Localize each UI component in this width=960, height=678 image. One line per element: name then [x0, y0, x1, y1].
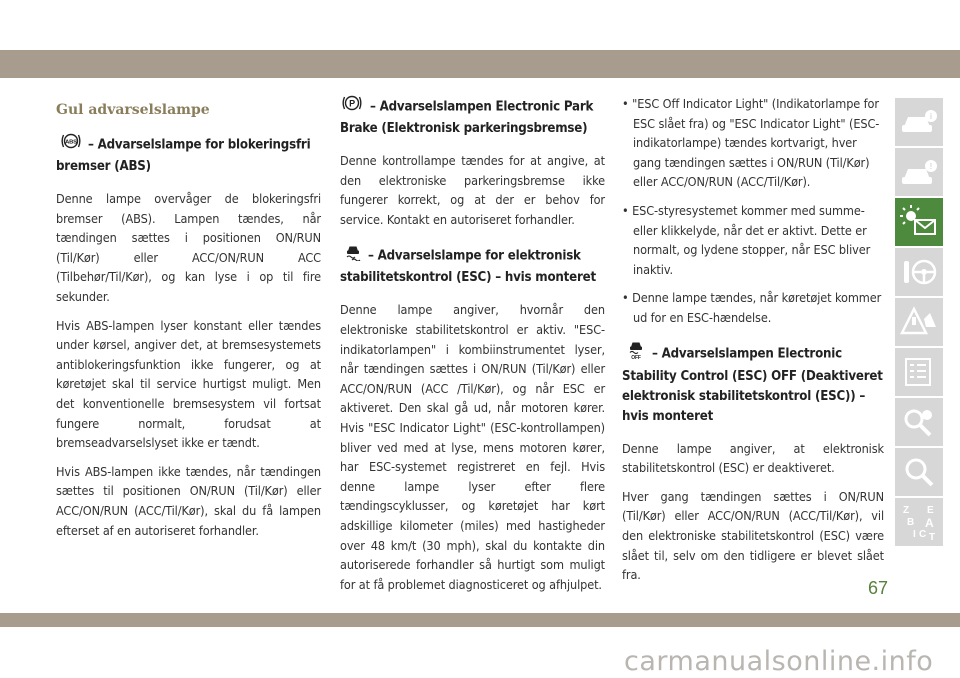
esc-bullet-2: • ESC-styresystemet kommer med summe- eller klikkelyde, når det er aktivt. Dette er normalt, og lydene stopper, når ESC bliver inaktiv.: [622, 202, 871, 277]
page-number: 67: [868, 578, 889, 598]
esc-heading: [340, 243, 605, 288]
section-title: Gul advarselslampe: [56, 102, 210, 118]
top-stripe: [0, 50, 960, 78]
esc-off-paragraph-2: Hver gang tændingen sættes i ON/RUN (Til/Kør) eller ACC/ON/RUN (ACC/Til/Kør), vil den elektroniske stabilitetskontrol (ESC) være slået til, selv om den tidligere er blevet slået fra.: [622, 488, 884, 583]
column-1: [56, 94, 321, 549]
index-letter: Z: [903, 505, 910, 516]
index-letter: A: [925, 516, 934, 530]
abs-heading-text: – Advarselslampe for blokeringsfri bremser (ABS): [56, 137, 311, 174]
esc-skid-car-icon: [344, 243, 362, 268]
warning-light-message-icon[interactable]: [895, 198, 943, 246]
index-letter: I: [913, 529, 916, 540]
epb-heading-text: – Advarselslampen Electronic Park Brake (Elektronisk parkeringsbremse): [340, 99, 594, 136]
steering-wheel-icon[interactable]: [895, 248, 943, 296]
esc-off-heading-text: – Advarselslampen Electronic Stability Control (ESC) OFF (Deaktiveret elektronisk stabilitetskontrol (ESC)) – hvis monteret: [622, 346, 883, 424]
search-icon[interactable]: [895, 448, 943, 496]
svg-text:ABS: ABS: [65, 139, 77, 146]
abs-heading: [56, 132, 321, 177]
bottom-stripe: [0, 613, 960, 627]
epb-paragraph: Denne kontrollampe tændes for at angive, at den elektroniske parkeringsbremse ikke fungerer korrekt, og at der er behov for service. Kontakt en autoriseret forhandler.: [340, 153, 605, 227]
chapter-sidebar: [895, 98, 943, 548]
index-letter: T: [929, 532, 936, 542]
park-brake-icon: [340, 94, 364, 119]
svg-text:P: P: [349, 98, 355, 109]
wrench-gear-icon[interactable]: [895, 398, 943, 446]
abs-warning-icon: [60, 132, 82, 157]
car-warning-icon[interactable]: [895, 148, 943, 196]
svg-text:i: i: [929, 112, 933, 121]
car-info-icon[interactable]: [895, 98, 943, 146]
esc-paragraph: Denne lampe angiver, hvornår den elektroniske stabilitetskontrol er aktiv. "ESC-indikatorlampen" i kombiinstrumentet lyser, når tændingen sættes i ON/RUN (Til/Kør) eller ACC/ON/RUN (ACC /Til/Kør), og når ESC er aktiveret. Den skal gå ud, når motoren kører. Hvis "ESC Indicator Light" (ESC-kontrollampen) bliver ved med at lyse, mens motoren kører, har ESC-systemet registreret en fejl. Hvis denne lampe lyser efter flere tændingscyklusser, og køretøjet har kørt adskillige kilometer (miles) med hastigheder over 48 km/t (30 mph), skal du kontakte din autoriserede forhandler så hurtigt som muligt for at få problemet diagnosticeret og afhjulpet.: [340, 302, 605, 592]
esc-off-icon: [626, 340, 646, 367]
index-icon[interactable]: [895, 498, 943, 546]
index-letter: B: [907, 517, 915, 528]
svg-text:OFF: OFF: [631, 354, 641, 360]
column-2: [340, 94, 605, 603]
epb-heading: [340, 94, 605, 139]
esc-off-heading: [622, 340, 884, 427]
abs-paragraph-1: Denne lampe overvåger de blokeringsfri bremser (ABS). Lampen tændes, når tændingen sættes i positionen ON/RUN (Til/Kør) eller ACC/ON/RUN ACC (Tilbehør/Til/Kør), og kan lyse i op til fire sekunder.: [56, 191, 321, 304]
watermark: carmanualsonline.info: [624, 646, 934, 677]
hazard-triangle-icon[interactable]: [895, 298, 943, 346]
service-checklist-icon[interactable]: [895, 348, 943, 396]
svg-text:!: !: [929, 162, 933, 171]
abs-paragraph-2: Hvis ABS-lampen lyser konstant eller tændes under kørsel, angiver det, at bremsesystemets antiblokeringsfunktion ikke fungerer, og at køretøjet skal til service hurtigst muligt. Men det konventionelle bremsesystem vil fortsat fungere normalt, forudsat at bremseadvarselslyset ikke er tændt.: [56, 317, 321, 451]
index-letter: E: [927, 505, 934, 516]
column-3: [622, 94, 884, 594]
esc-heading-text: – Advarselslampe for elektronisk stabilitetskontrol (ESC) – hvis monteret: [340, 248, 596, 286]
esc-bullet-1: • "ESC Off Indicator Light" (Indikatorlampe for ESC slået fra) og "ESC Indicator Light" (ESC-indikatorlampe) tændes kortvarigt, hver gang tændingen sættes i ON/RUN (Til/Kør) eller ACC/ON/RUN (ACC/Til/Kør).: [622, 96, 880, 190]
index-letter: C: [919, 529, 927, 540]
esc-bullet-3: • Denne lampe tændes, når køretøjet kommer ud for en ESC-hændelse.: [622, 290, 882, 325]
esc-off-paragraph-1: Denne lampe angiver, at elektronisk stabilitetskontrol (ESC) er deaktiveret.: [622, 440, 884, 476]
top-band: [0, 0, 960, 78]
abs-paragraph-3: Hvis ABS-lampen ikke tændes, når tændingen sættes til positionen ON/RUN (Til/Kør) eller ACC/ON/RUN (ACC/Til/Kør), skal du få lampen efterset af en autoriseret forhandler.: [56, 463, 321, 538]
